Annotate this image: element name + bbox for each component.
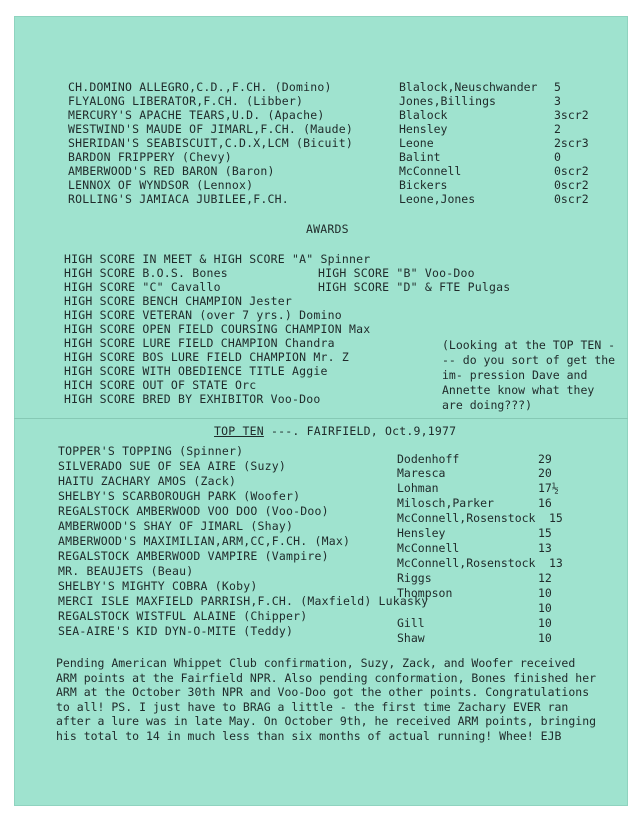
top-ten-event: ---. FAIRFIELD, Oct.9,1977 <box>263 424 457 438</box>
top-ten-score: 12 <box>538 571 552 585</box>
result-score: 0scr2 <box>554 178 589 192</box>
top-ten-dog: HAITU ZACHARY AMOS (Zack) <box>58 474 237 488</box>
top-ten-dog: SHELBY'S SCARBOROUGH PARK (Woofer) <box>58 489 301 503</box>
result-owner: Balint <box>399 150 441 164</box>
result-dog: AMBERWOOD'S RED BARON (Baron) <box>68 164 275 178</box>
award-bos: HIGH SCORE B.O.S. Bones <box>64 266 228 280</box>
top-ten-owner: Riggs <box>397 571 432 585</box>
result-dog: BARDON FRIPPERY (Chevy) <box>68 150 232 164</box>
result-score: 3 <box>554 94 561 108</box>
top-ten-owner: Hensley <box>397 526 446 540</box>
top-ten-dog: SEA-AIRE'S KID DYN-O-MITE (Teddy) <box>58 624 294 638</box>
top-ten-owner: Maresca <box>397 466 446 480</box>
result-owner: Jones,Billings <box>399 94 496 108</box>
award-open-field: HIGH SCORE OPEN FIELD COURSING CHAMPION Max <box>64 322 371 336</box>
award-meet: HIGH SCORE IN MEET & HIGH SCORE "A" Spinner <box>64 252 371 266</box>
top-ten-label: TOP TEN <box>214 424 264 438</box>
top-ten-score: 10 <box>538 616 552 630</box>
award-lure-field: HIGH SCORE LURE FIELD CHAMPION Chandra <box>64 336 335 350</box>
awards-heading: AWARDS <box>306 222 349 236</box>
award-veteran: HIGH SCORE VETERAN (over 7 yrs.) Domino <box>64 308 342 322</box>
result-owner: Leone,Jones <box>399 192 476 206</box>
result-dog: WESTWIND'S MAUDE OF JIMARL,F.CH. (Maude) <box>68 122 353 136</box>
top-ten-score: 16 <box>538 496 552 510</box>
top-ten-dog: MR. BEAUJETS (Beau) <box>58 564 194 578</box>
award-bred-by-exhibitor: HIGH SCORE BRED BY EXHIBITOR Voo-Doo <box>64 392 321 406</box>
top-ten-dog: REGALSTOCK AMBERWOOD VOO DOO (Voo-Doo) <box>58 504 329 518</box>
result-owner: Bickers <box>399 178 448 192</box>
top-ten-score: 15 <box>538 526 552 540</box>
result-score: 3scr2 <box>554 108 589 122</box>
top-ten-owner: McConnell,Rosenstock <box>397 511 536 525</box>
award-b: HIGH SCORE "B" Voo-Doo <box>318 266 475 280</box>
result-score: 0scr2 <box>554 164 589 178</box>
top-ten-score: 10 <box>538 601 552 615</box>
result-dog: ROLLING'S JAMIACA JUBILEE,F.CH. <box>68 192 289 206</box>
top-ten-owner: Shaw <box>397 631 425 645</box>
result-score: 5 <box>554 80 561 94</box>
award-obedience: HIGH SCORE WITH OBEDIENCE TITLE Aggie <box>64 364 328 378</box>
top-ten-dog: AMBERWOOD'S MAXIMILIAN,ARM,CC,F.CH. (Max) <box>58 534 351 548</box>
result-score: 2 <box>554 122 561 136</box>
top-ten-dog: AMBERWOOD'S SHAY OF JIMARL (Shay) <box>58 519 294 533</box>
top-ten-dog: REGALSTOCK AMBERWOOD VAMPIRE (Vampire) <box>58 549 329 563</box>
top-ten-score: 13 <box>549 556 563 570</box>
top-ten-score: 20 <box>538 466 552 480</box>
result-dog: CH.DOMINO ALLEGRO,C.D.,F.CH. (Domino) <box>68 80 332 94</box>
result-score: 2scr3 <box>554 136 589 150</box>
page-fold-line <box>14 418 628 419</box>
result-owner: McConnell <box>399 164 462 178</box>
award-d: HIGH SCORE "D" & FTE Pulgas <box>318 280 511 294</box>
top-ten-owner: Milosch,Parker <box>397 496 494 510</box>
award-c: HIGH SCORE "C" Cavallo <box>64 280 221 294</box>
result-dog: SHERIDAN'S SEABISCUIT,C.D.X,LCM (Bicuit) <box>68 136 353 150</box>
top-ten-dog: SILVERADO SUE OF SEA AIRE (Suzy) <box>58 459 286 473</box>
result-score: 0scr2 <box>554 192 589 206</box>
top-ten-owner: Lohman <box>397 481 439 495</box>
top-ten-score: 17½ <box>538 481 559 495</box>
closing-paragraph: Pending American Whippet Club confirmation, Suzy, Zack, and Woofer received ARM points at the Fairfield NPR. Also pending conformation, Bones finished her ARM at the October 30th NPR and Voo-Doo got the other points. Congratulations to all! PS. I just have to BRAG a little - the first time Zachary EVER ran after a lure was in late May. On October 9th, he received ARM points, bringing his total to 14 in much less than six months of actual running! Whee! EJB <box>56 656 597 743</box>
top-ten-owner: Thompson <box>397 586 453 600</box>
top-ten-score: 29 <box>538 452 552 466</box>
top-ten-score: 10 <box>538 586 552 600</box>
top-ten-owner: McConnell <box>397 541 460 555</box>
award-bench: HIGH SCORE BENCH CHAMPION Jester <box>64 294 292 308</box>
top-ten-dog: TOPPER'S TOPPING (Spinner) <box>58 444 244 458</box>
document-page <box>14 16 628 806</box>
award-bos-lure: HIGH SCORE BOS LURE FIELD CHAMPION Mr. Z <box>64 350 349 364</box>
top-ten-dog: SHELBY'S MIGHTY COBRA (Koby) <box>58 579 258 593</box>
result-owner: Blalock <box>399 108 448 122</box>
award-out-of-state: HICH SCORE OUT OF STATE Orc <box>64 378 257 392</box>
top-ten-title <box>214 424 456 438</box>
top-ten-owner: Gill <box>397 616 425 630</box>
top-ten-score: 15 <box>549 511 563 525</box>
result-owner: Hensley <box>399 122 448 136</box>
top-ten-score: 10 <box>538 631 552 645</box>
result-dog: LENNOX OF WYNDSOR (Lennox) <box>68 178 254 192</box>
result-owner: Blalock,Neuschwander <box>399 80 538 94</box>
side-note: (Looking at the TOP TEN --- do you sort of get the im- pression Dave and Annette know what they are doing???) <box>442 338 616 412</box>
top-ten-owner: Dodenhoff <box>397 452 460 466</box>
result-owner: Leone <box>399 136 434 150</box>
top-ten-dog: MERCI ISLE MAXFIELD PARRISH,F.CH. (Maxfield) Lukasky <box>58 594 429 608</box>
top-ten-score: 13 <box>538 541 552 555</box>
result-dog: MERCURY'S APACHE TEARS,U.D. (Apache) <box>68 108 325 122</box>
top-ten-owner: McConnell,Rosenstock <box>397 556 536 570</box>
top-ten-dog: REGALSTOCK WISTFUL ALAINE (Chipper) <box>58 609 308 623</box>
result-dog: FLYALONG LIBERATOR,F.CH. (Libber) <box>68 94 304 108</box>
result-score: 0 <box>554 150 561 164</box>
